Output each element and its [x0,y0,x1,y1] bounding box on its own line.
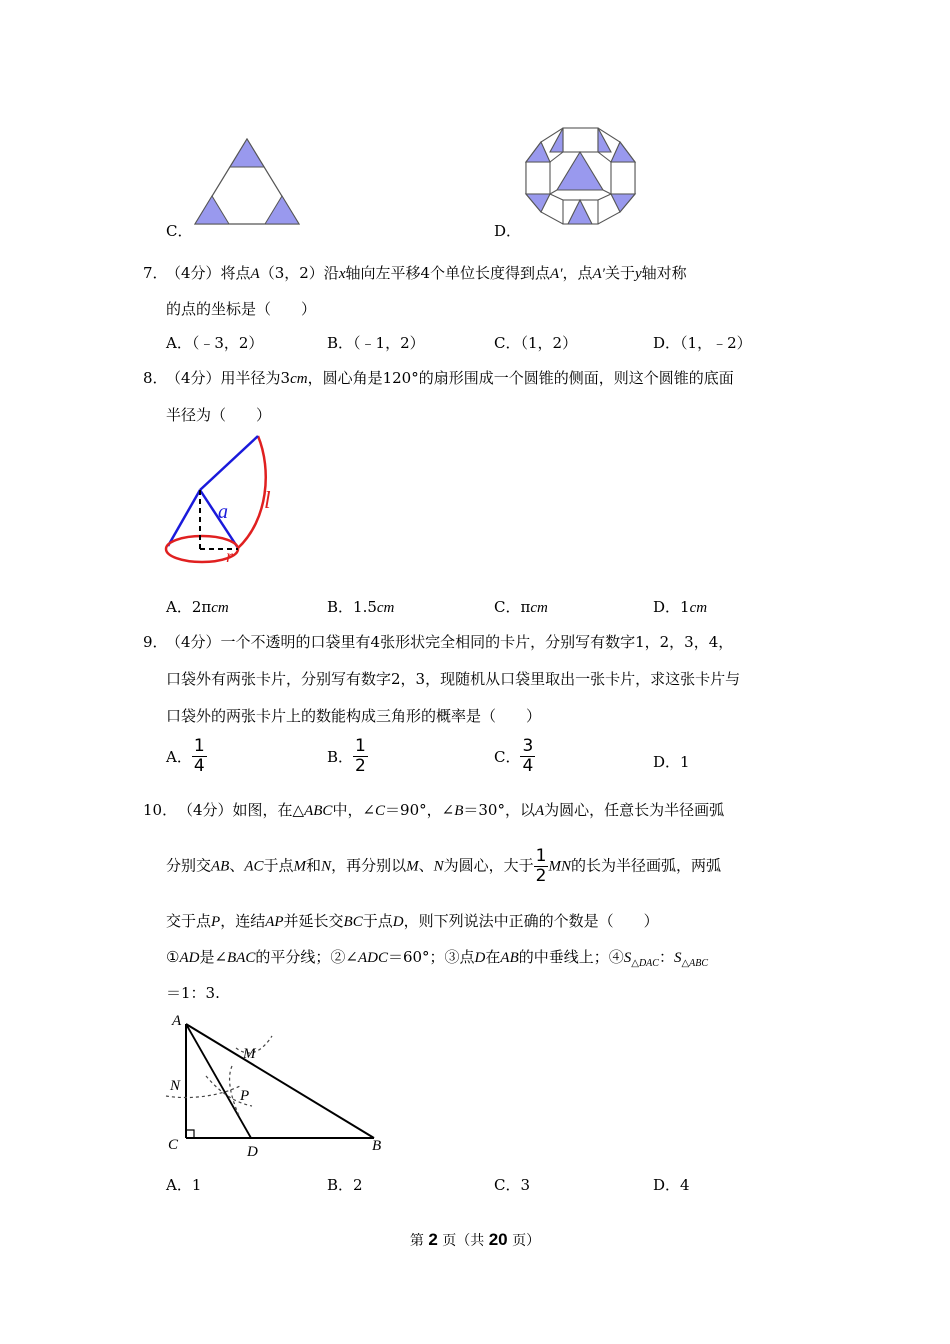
segment-AD [186,1024,251,1138]
sector-arc [238,436,266,548]
label-B: B [372,1138,382,1154]
q7-line1: （4分）将点A（3，2）沿x轴向左平移4个单位长度得到点A′，点A′关于y轴对称 [166,264,687,282]
q8-option-c: C．πcm [494,598,548,616]
q8-line1: （4分）用半径为3cm，圆心角是120°的扇形围成一个圆锥的侧面，则这个圆锥的底面 [166,369,734,387]
q9-option-b: B． $\frac{1}{2}$ [327,736,366,776]
q8-line2: 半径为（ ） [166,406,272,424]
q9-number: 9． [143,633,168,651]
q7-option-c: C．（1，2） [494,334,578,352]
q10-option-b: B．2 [327,1176,363,1194]
q7-number: 7． [143,264,168,282]
q8-option-b: B．1.5cm [327,598,395,616]
label-a: a [218,501,228,523]
q9-option-a: A． $\frac{1}{4}$ [166,736,205,776]
q10-number: 10． [143,801,178,819]
fraction: $\frac{3}{4}$ [522,736,534,776]
q9-option-d: D．1 [653,753,690,771]
label-P: P [240,1088,250,1104]
page-footer: 第 2 页（共 20 页） [409,1230,541,1249]
q7-option-b: B．（﹣1，2） [327,334,425,352]
tile-square [563,128,598,152]
label-r: r [226,546,234,566]
figure-d-label: D． [494,222,522,240]
q9-line3: 口袋外的两张卡片上的数能构成三角形的概率是（ ） [166,707,542,725]
q10-option-d: D．4 [653,1176,690,1194]
label-M: M [243,1046,256,1062]
q10-line5: ＝1：3. [166,984,220,1002]
q7-option-d: D．（1，﹣2） [653,334,752,352]
q8-option-a: A．2πcm [166,598,229,616]
q7-line2: 的点的坐标是（ ） [166,300,317,318]
q7-option-a: A．（﹣3，2） [166,334,264,352]
label-D: D [247,1144,258,1160]
figure-c-triangle [190,135,305,230]
q10-line3: 交于点P，连结AP并延长交BC于点D，则下列说法中正确的个数是（ ） [166,912,659,930]
right-angle-mark [186,1130,194,1138]
q8-number: 8． [143,369,168,387]
label-C: C [168,1137,179,1153]
label-A: A [172,1013,182,1029]
q10-option-c: C．3 [494,1176,531,1194]
q9-option-c: C． $\frac{3}{4}$ [494,736,534,776]
tile-square [611,162,635,194]
label-l: l [264,488,271,514]
q9-line2: 口袋外有两张卡片，分别写有数字2，3，现随机从口袋里取出一张卡片，求这张卡片与 [166,670,741,688]
fraction-half: $\frac{1}{2}$ [535,846,547,886]
q10-triangle-figure [160,1008,400,1163]
q8-option-d: D．1cm [653,598,708,616]
q9-line1: （4分）一个不透明的口袋里有4张形状完全相同的卡片，分别写有数字1，2，3，4， [166,633,734,651]
fraction: $\frac{1}{2}$ [355,736,366,776]
figure-c-label: C． [166,222,193,240]
side-AB [186,1024,374,1138]
triangle-top-fill [230,139,264,167]
fraction: $\frac{1}{4}$ [193,736,205,776]
q10-statements: ①AD是∠BAC的平分线；②∠ADC＝60°；③点D在AB的中垂线上；$④S_{\triangle DAC}$：$S_{\triangle ABC}$ [166,948,709,969]
tile-square [526,162,550,194]
figure-d-tiling [523,124,638,229]
cone-slant-top [200,436,258,490]
q10-line1: （4分）如图，在△ABC中，∠C＝90°，∠B＝30°，以A为圆心，任意长为半径画弧 [178,801,725,819]
q10-line2: 分别交AB、AC于点M和N，再分别以M、N为圆心，大于 $\frac{1}{2}$ MN的长为半径画弧，两弧 [166,846,721,886]
q8-cone-figure [160,430,290,570]
label-N: N [170,1078,181,1094]
q10-option-a: A．1 [166,1176,202,1194]
